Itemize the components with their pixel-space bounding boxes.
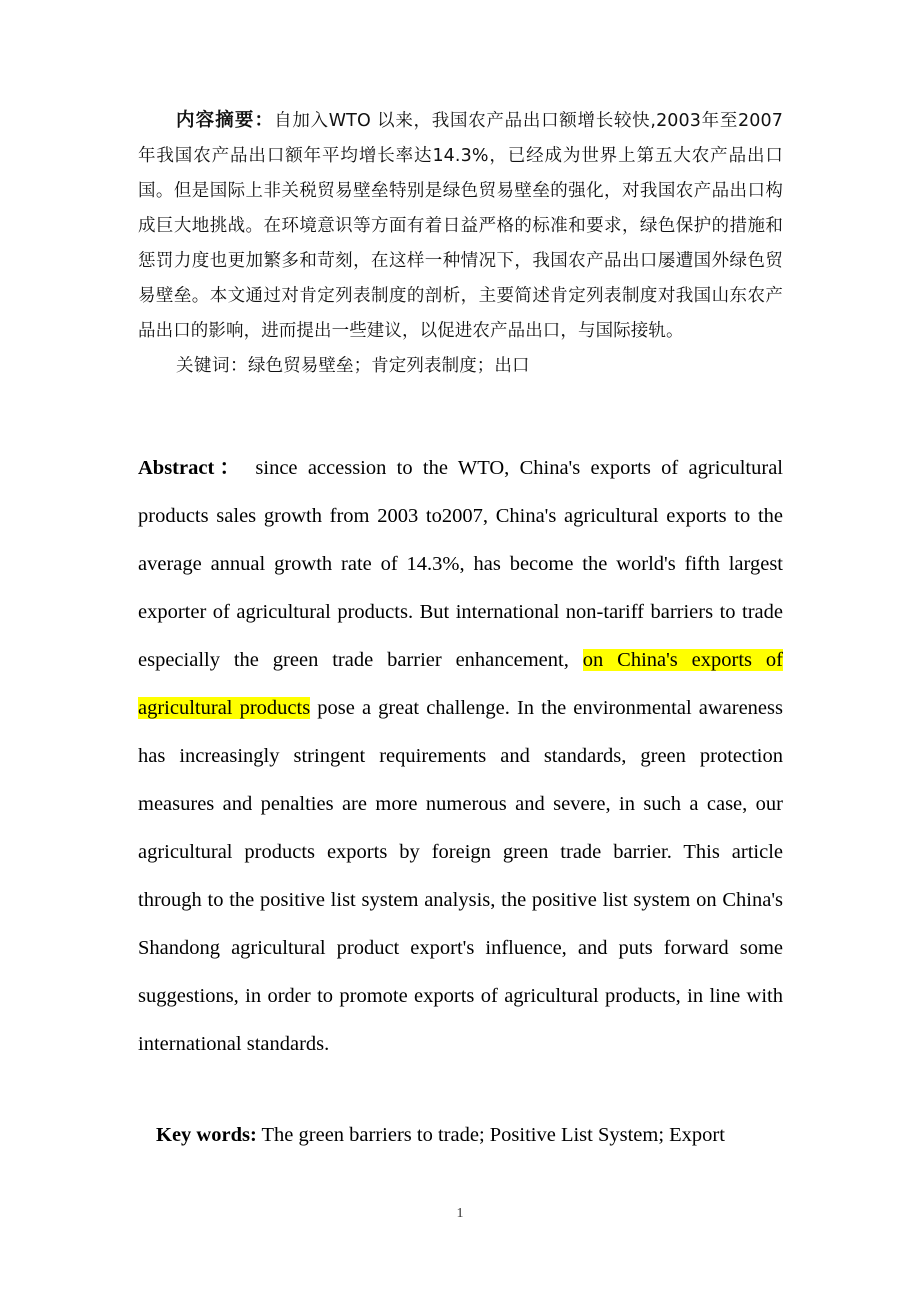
chinese-abstract-label: 内容摘要： [176, 110, 275, 131]
highlighted-text: on China's exports of agricultural products [138, 649, 783, 719]
english-abstract-text-part1: since accession to the WTO, China's exports of agricultural products sales growth from 2003 to2007, China's agricultural exports to the average annual growth rate of 14.3%, has become the world's fifth largest exporter of agricultural products. But international non-tariff barriers to trade especially the green trade barrier enhancement, [138, 457, 783, 671]
english-abstract-block [138, 444, 783, 1068]
page-content [138, 103, 783, 1150]
page-number: 1 [456, 1206, 464, 1221]
english-abstract-text-part2: pose a great challenge. In the environmental awareness has increasingly stringent requirements and standards, green protection measures and penalties are more numerous and severe, in such a case, our agricultural products exports by foreign green trade barrier. This article through to the positive list system analysis, the positive list system on China's Shandong agricultural product export's influence, and puts forward some suggestions, in order to promote exports of agricultural products, in line with international standards. [138, 697, 783, 1055]
chinese-abstract-text: 自加入WTO 以来，我国农产品出口额增长较快,2003年至2007年我国农产品出口额年平均增长率达14.3%，已经成为世界上第五大农产品出口国。但是国际上非关税贸易壁垒特别是绿色贸易壁垒的强化，对我国农产品出口构成巨大地挑战。在环境意识等方面有着日益严格的标准和要求，绿色保护的措施和惩罚力度也更加繁多和苛刻，在这样一种情况下，我国农产品出口屡遭国外绿色贸易壁垒。本文通过对肯定列表制度的剖析，主要简述肯定列表制度对我国山东农产品出口的影响，进而提出一些建议，以促进农产品出口，与国际接轨。 [138, 111, 783, 341]
chinese-abstract-block [138, 103, 783, 384]
english-abstract-paragraph [138, 444, 783, 1068]
chinese-keywords-line [138, 349, 783, 384]
english-keywords-line [138, 1120, 783, 1150]
chinese-keywords-label: 关键词： [176, 356, 248, 376]
english-keywords-label: Key words: [156, 1124, 257, 1146]
chinese-abstract-paragraph [138, 103, 783, 349]
english-abstract-label: Abstract： [138, 457, 246, 479]
english-keywords-value: The green barriers to trade; Positive List System; Export [256, 1124, 725, 1146]
chinese-keywords-value: 绿色贸易壁垒；肯定列表制度；出口 [248, 356, 530, 376]
